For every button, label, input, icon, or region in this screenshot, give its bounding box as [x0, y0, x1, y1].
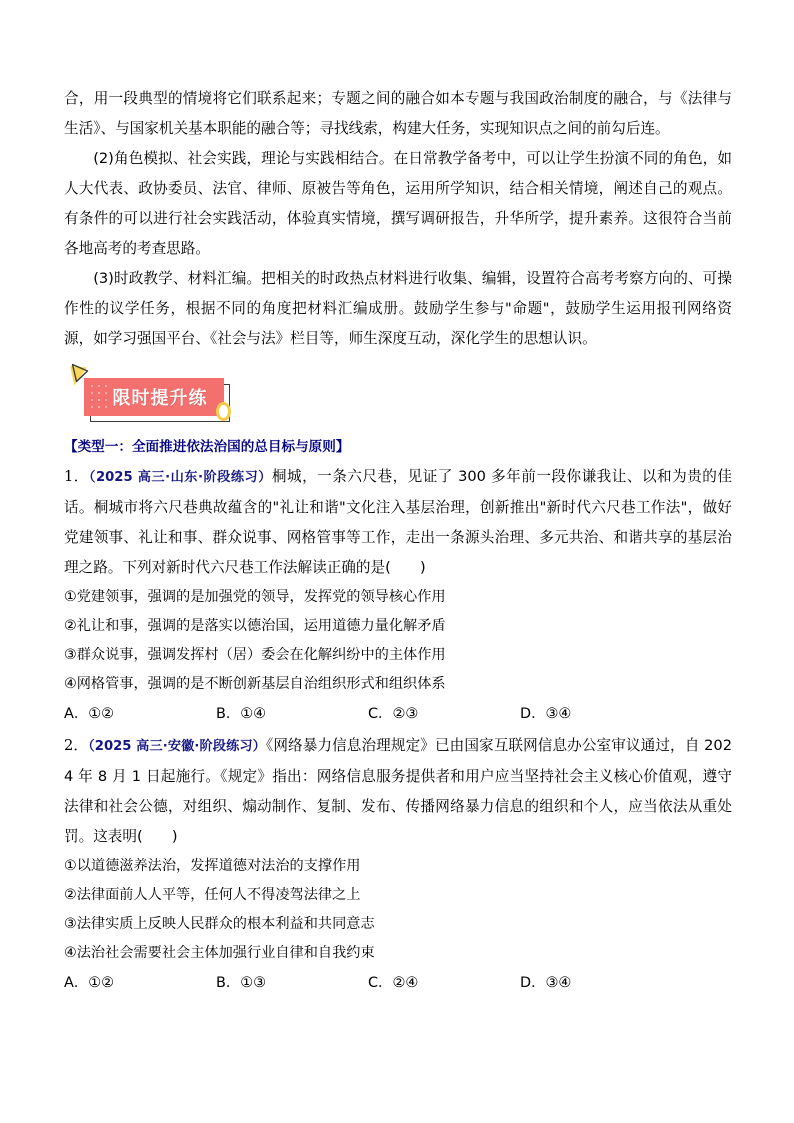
question-2-option-3[interactable]: ③法律实质上反映人民群众的根本利益和共同意志	[64, 916, 375, 932]
question-1	[64, 462, 732, 729]
question-1-choice-a[interactable]: A．①②	[64, 706, 115, 722]
question-2	[64, 731, 732, 998]
question-1-option-2[interactable]: ②礼让和事，强调的是落实以德治国，运用道德力量化解矛盾	[64, 618, 446, 634]
question-2-choice-c[interactable]: C．②④	[368, 975, 419, 991]
section-heading: 【类型一：全面推进依法治国的总目标与原则】	[64, 439, 350, 455]
question-1-option-3[interactable]: ③群众说事，强调发挥村（居）委会在化解纠纷中的主体作用	[64, 647, 446, 663]
question-2-choice-b[interactable]: B．①③	[216, 975, 267, 991]
question-1-choice-c[interactable]: C．②③	[368, 706, 419, 722]
question-2-choices	[64, 968, 732, 998]
question-2-choice-d[interactable]: D．③④	[520, 975, 572, 991]
question-2-stem	[64, 731, 732, 852]
page-content	[64, 84, 732, 998]
intro-paragraph-1: 合，用一段典型的情境将它们联系起来；专题之间的融合如本专题与我国政治制度的融合，与《法律与生活》、与国家机关基本职能的融合等；寻找线索，构建大任务，实现知识点之间的前勾后连。	[64, 90, 732, 137]
question-1-stem	[64, 462, 732, 583]
question-2-option-2[interactable]: ②法律面前人人平等，任何人不得凌驾法律之上	[64, 887, 361, 903]
question-1-number: 1．	[64, 468, 89, 485]
question-1-source: （2025 高三·山东·阶段练习）	[88, 470, 272, 485]
question-1-choice-d[interactable]: D．③④	[520, 706, 572, 722]
intro-paragraph-2: (2)角色模拟、社会实践，理论与实践相结合。在日常教学备考中，可以让学生扮演不同的角色，如人大代表、政协委员、法官、律师、原被告等角色，运用所学知识，结合相关情境，阐述自己的观点。有条件的可以进行社会实践活动，体验真实情境，撰写调研报告，升华所学，提升素养。这很符合当前各地高考的考查思路。	[64, 150, 732, 257]
banner-graphic	[84, 378, 224, 416]
question-2-text: 《网络暴力信息治理规定》已由国家互联网信息办公室审议通过，自 2024 年 8 月 1 日起施行。《规定》指出：网络信息服务提供者和用户应当坚持社会主义核心价值观，遵守法律和社会公德，对组织、煽动制作、复制、发布、传播网络暴力信息的组织和个人，应当依法从重处罚。这表明( )	[64, 737, 732, 845]
question-2-option-1[interactable]: ①以道德滋养法治，发挥道德对法治的支撑作用	[64, 858, 361, 874]
question-1-text: 桐城，一条六尺巷，见证了 300 多年前一段你谦我让、以和为贵的佳话。桐城市将六尺巷典故蕴含的"礼让和谐"文化注入基层治理，创新推出"新时代六尺巷工作法"，做好党建领事、礼让和事、群众说事、网格管事等工作，走出一条源头治理、多元共治、和谐共享的基层治理之路。下列对新时代六尺巷工作法解读正确的是( )	[64, 468, 732, 576]
question-1-option-1[interactable]: ①党建领事，强调的是加强党的领导，发挥党的领导核心作用	[64, 589, 446, 605]
section-banner	[64, 368, 732, 430]
question-2-source: （2025 高三·安徽·阶段练习）	[88, 739, 266, 754]
question-2-choice-a[interactable]: A．①②	[64, 975, 115, 991]
question-2-option-4[interactable]: ④法治社会需要社会主体加强行业自律和自我约束	[64, 945, 375, 961]
question-2-number: 2．	[64, 737, 89, 754]
question-1-option-4[interactable]: ④网格管事，强调的是不断创新基层自治组织形式和组织体系	[64, 676, 446, 692]
intro-paragraph-3: (3)时政教学、材料汇编。把相关的时政热点材料进行收集、编辑，设置符合高考考察方向的、可操作性的议学任务，根据不同的角度把材料汇编成册。鼓励学生参与"命题"，鼓励学生运用报刊网络资源，如学习强国平台、《社会与法》栏目等，师生深度互动，深化学生的思想认识。	[64, 270, 732, 347]
banner-label: 限时提升练	[112, 388, 208, 409]
question-1-choice-b[interactable]: B．①④	[216, 706, 267, 722]
question-1-choices	[64, 699, 732, 729]
